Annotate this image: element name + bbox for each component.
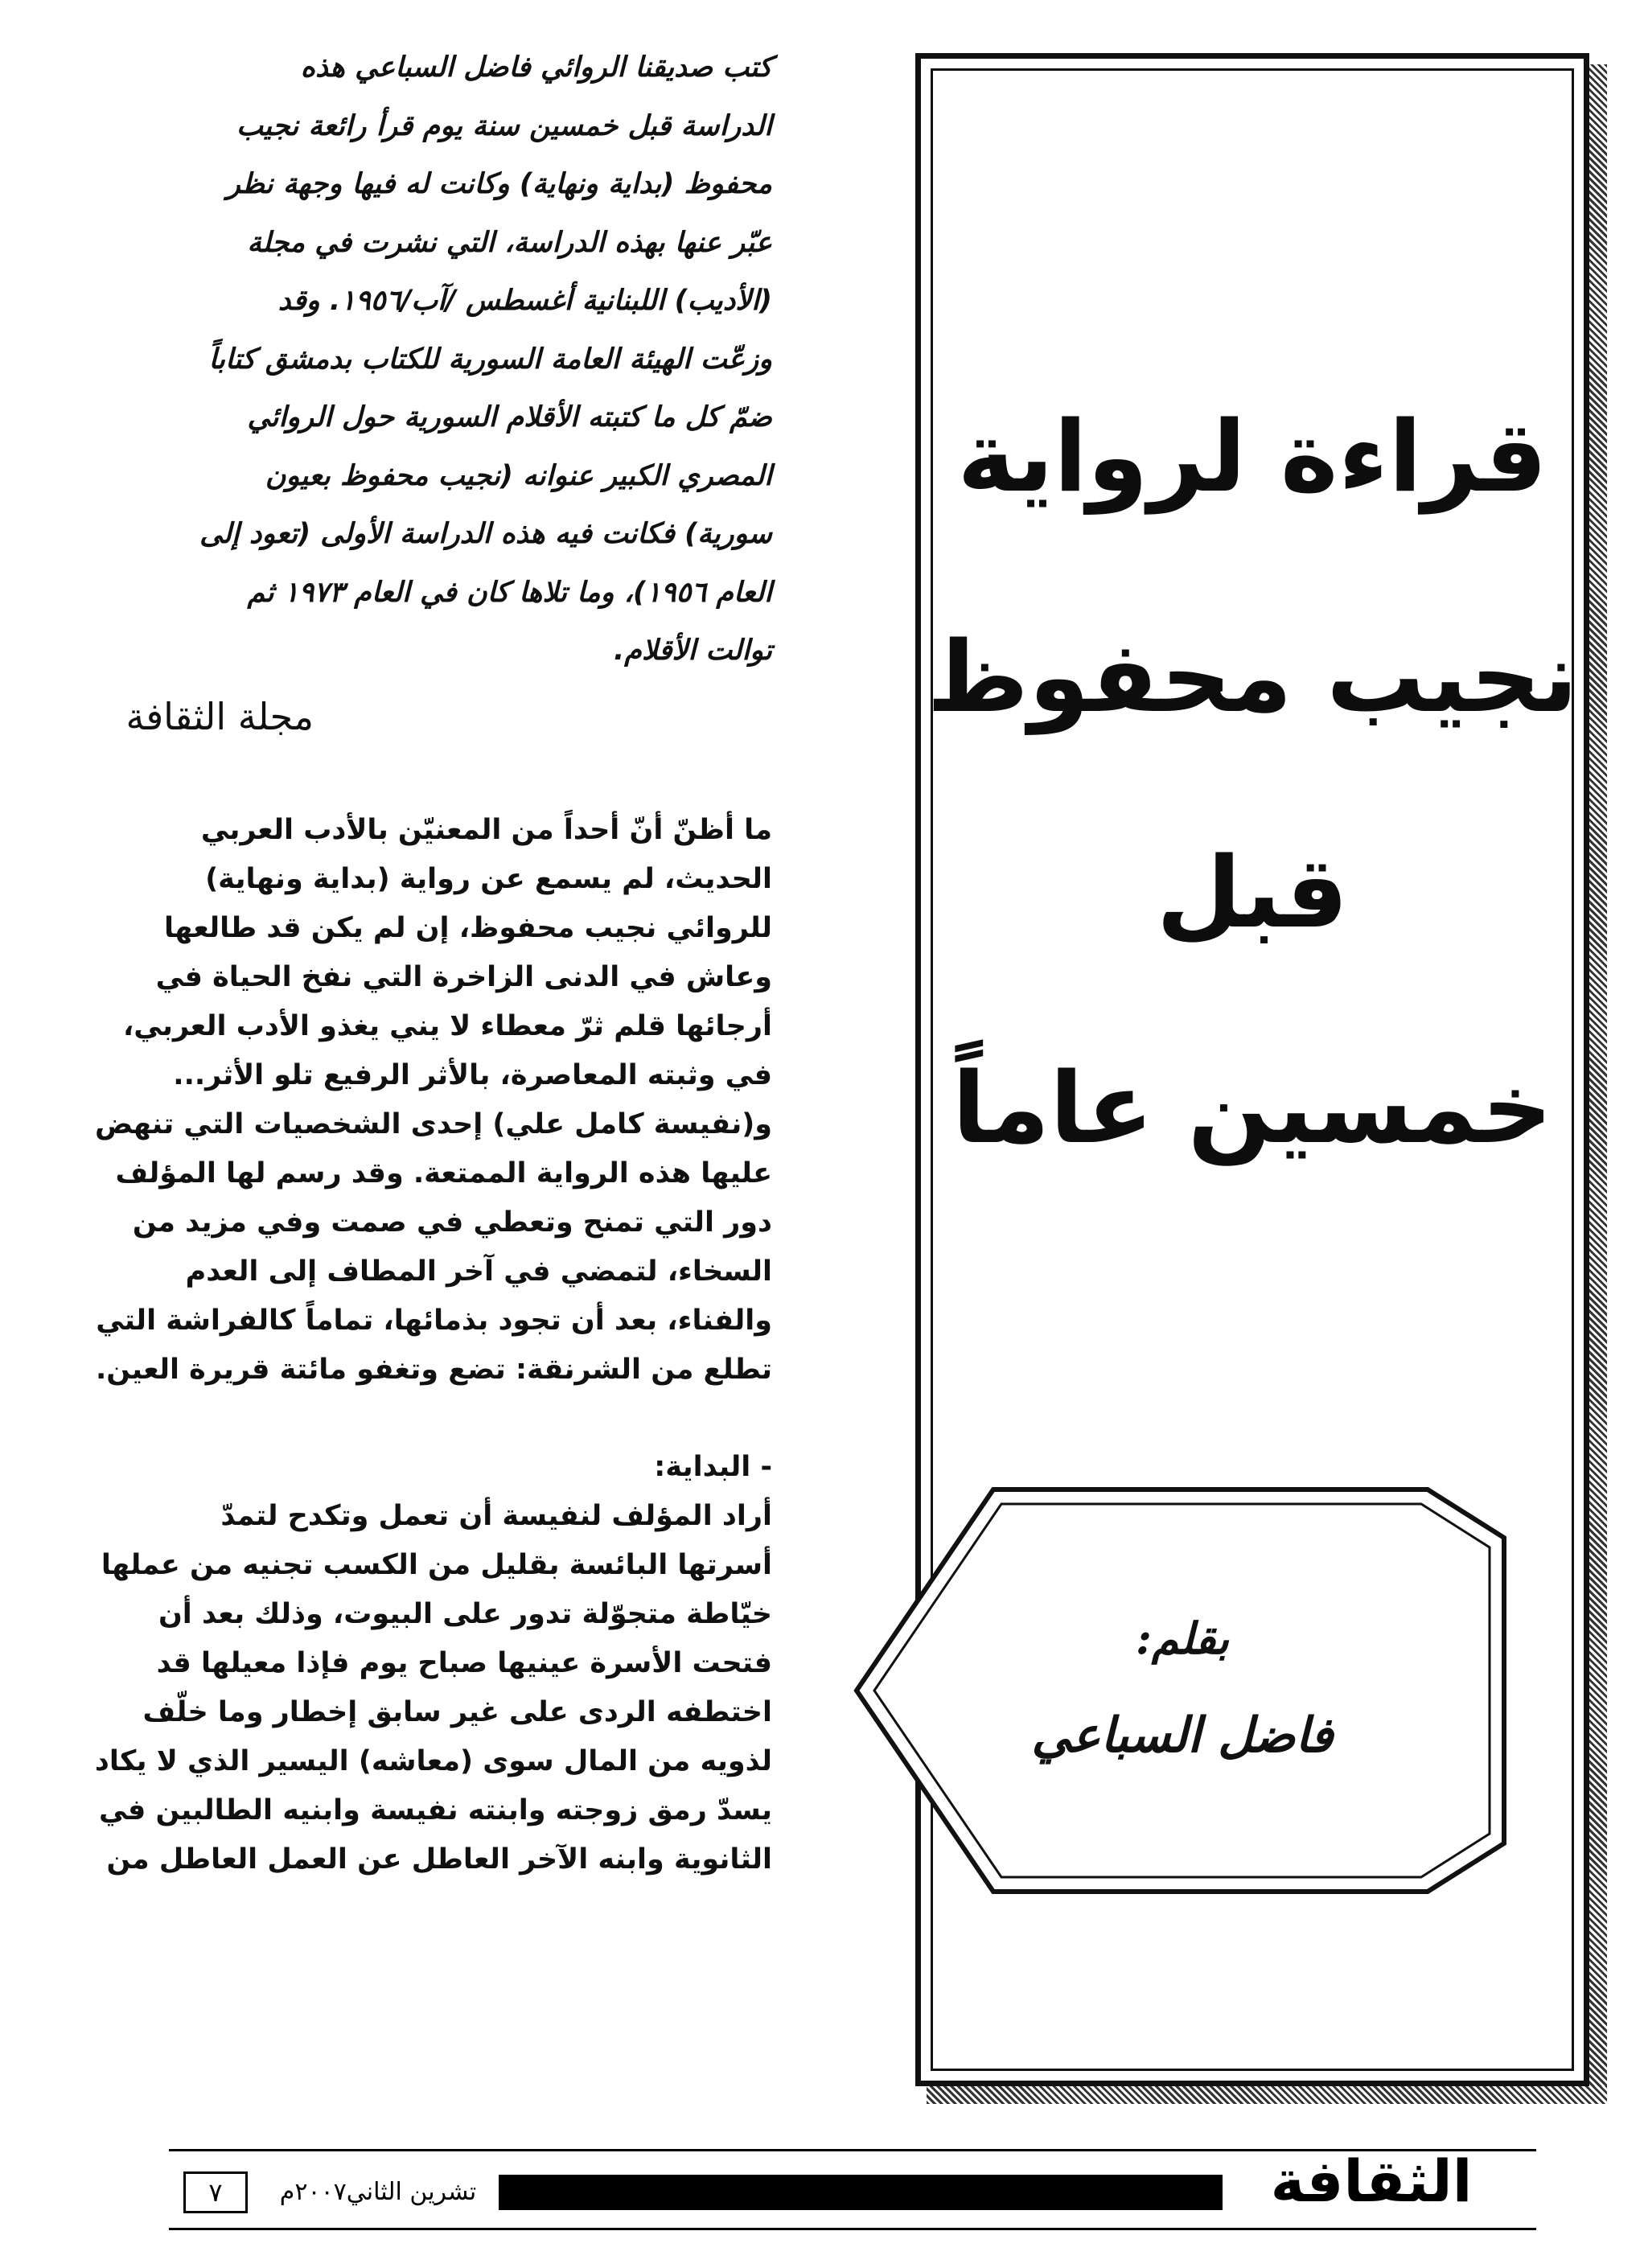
- byline-label: بقلم:: [1135, 1613, 1230, 1664]
- article-column: [48, 39, 772, 1884]
- page-number: ٧: [183, 2171, 248, 2213]
- frame-shadow-bottom: [927, 2086, 1607, 2104]
- title-line-1: قراءة لرواية: [957, 400, 1547, 514]
- footer-black-bar: [499, 2175, 1223, 2210]
- footer-magazine-name: الثقافة: [1270, 2147, 1473, 2215]
- title-line-3: قبل: [1156, 836, 1349, 950]
- article-paragraph-1: ما أظنّ أنّ أحداً من المعنيّن بالأدب العربي الحديث، لم يسمع عن رواية (بداية ونهاية) للروائي نجيب محفوظ، إن لم يكن قد طالعها وعاش في الدنى الزاخرة التي نفخ الحياة في أرجائها قلم ثرّ معطاء لا يني يغذو الأدب العربي، في وثبته المعاصرة، بالأثر الرفيع تلو الأثر... و(نفيسة كامل علي) إحدى الشخصيات التي تنهض عليها هذه الرواية الممتعة. وقد رسم لها المؤلف دور التي تمنح وتعطي في صمت وفي مزيد من السخاء، لتمضي في آخر المطاف إلى العدم والفناء، بعد أن تجود بذمائها، تماماً كالفراشة التي تطلع من الشرنقة: تضع وتغفو مائتة قريرة العين.: [94, 813, 772, 1386]
- title-line-4: خمسين عاماً: [951, 1051, 1553, 1165]
- frame-shadow-right: [1589, 64, 1607, 2097]
- footer-rule-bottom: [169, 2228, 1536, 2230]
- footer-issue-date: تشرين الثاني٢٠٠٧م: [279, 2178, 477, 2206]
- octagon-frame-icon: [849, 1481, 1515, 1900]
- editor-intro: كتب صديقنا الروائي فاضل السباعي هذه الدراسة قبل خمسين سنة يوم قرأ رائعة نجيب محفوظ (بداية ونهاية) وكانت له فيها وجهة نظر عبّر عنها بهذه الدراسة، التي نشرت في مجلة (الأديب) اللبنانية أغسطس /آب/١٩٥٦. وقد وزعّت الهيئة العامة السورية للكتاب بدمشق كتاباً ضمّ كل ما كتبته الأقلام السورية حول الروائي المصري الكبير عنوانه (نجيب محفوظ بعيون سورية) فكانت فيه هذه الدراسة الأولى (تعود إلى العام ١٩٥٦)، وما تلاها كان في العام ١٩٧٣ ثم توالت الأقلام.: [199, 51, 772, 667]
- section-heading-beginning: - البداية:: [654, 1450, 772, 1483]
- title-line-2: نجيب محفوظ: [927, 620, 1578, 734]
- author-badge: [849, 1481, 1515, 1900]
- intro-signature: مجلة الثقافة: [125, 694, 314, 738]
- author-name: فاضل السباعي: [1031, 1707, 1334, 1764]
- article-paragraph-2: أراد المؤلف لنفيسة أن تعمل وتكدح لتمدّ أسرتها البائسة بقليل من الكسب تجنيه من عملها خيّاطة متجوّلة تدور على البيوت، وذلك بعد أن فتحت الأسرة عينيها صباح يوم فإذا معيلها قد اختطفه الردى على غير سابق إخطار وما خلّف لذويه من المال سوى (معاشه) اليسير الذي لا يكاد يسدّ رمق زوجته وابنته نفيسة وابنيه الطالبين في الثانوية وابنه الآخر العاطل عن العمل العاطل من: [94, 1499, 772, 1876]
